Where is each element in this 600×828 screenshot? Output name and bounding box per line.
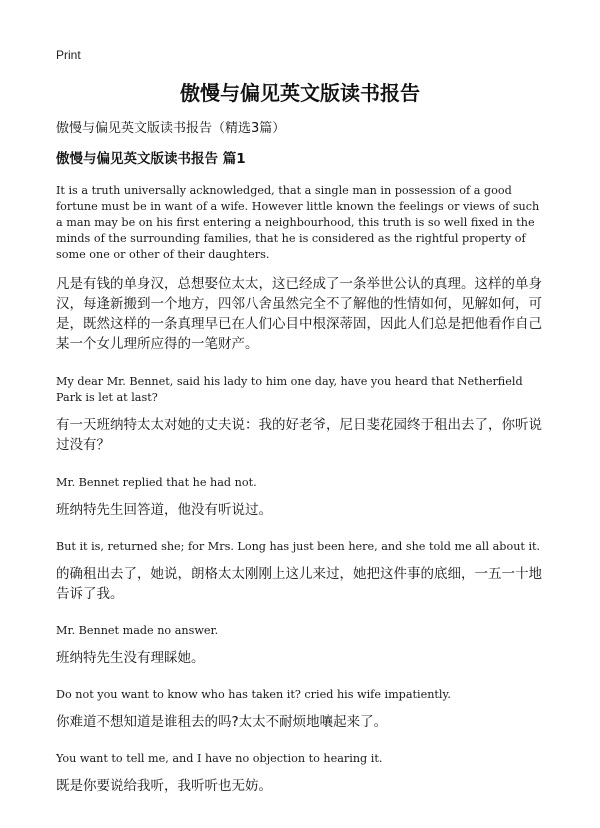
paragraph-en-5: Mr. Bennet made no answer. [56,624,219,637]
paragraph-en-2: My dear Mr. Bennet, said his lady to him one day, have you heard that Netherfield Park is let at last? [56,375,523,404]
paragraph-zh-1: 凡是有钱的单身汉，总想娶位太太，这已经成了一条举世公认的真理。这样的单身汉，每逢新搬到一个地方，四邻八舍虽然完全不了解他的性情如何，见解如何，可是，既然这样的一条真理早已在人们心目中根深蒂固，因此人们总是把他看作自己某一个女儿理所应得的一笔财产。 [56,276,542,352]
paragraph-en-7: You want to tell me, and I have no objection to hearing it. [56,752,383,765]
document-subtitle: 傲慢与偏见英文版读书报告（精选3篇） [56,121,286,136]
paragraph-zh-6: 你难道不想知道是谁租去的吗?太太不耐烦地嚷起来了。 [56,714,388,730]
paragraph-en-6: Do not you want to know who has taken it? cried his wife impatiently. [56,688,451,701]
section-heading: 傲慢与偏见英文版读书报告 篇1 [56,151,246,167]
paragraph-zh-4: 的确租出去了，她说，朗格太太刚刚上这儿来过，她把这件事的底细，一五一十地告诉了我。 [56,566,542,602]
paragraph-en-1: It is a truth universally acknowledged, that a single man in possession of a good fortune must be in want of a wife. However little known the feelings or views of such a man may be on his first entering a neighbourhood, this truth is so well fixed in the minds of the surrounding families, that he is considered as the rightful property of some one or other of their daughters. [56,184,540,261]
page-title: 傲慢与偏见英文版读书报告 [180,81,420,105]
print-link[interactable]: Print [56,48,81,62]
paragraph-en-4: But it is, returned she; for Mrs. Long has just been here, and she told me all about it. [56,540,541,553]
paragraph-zh-7: 既是你要说给我听，我听听也无妨。 [56,778,272,794]
paragraph-zh-5: 班纳特先生没有理睬她。 [56,650,205,666]
article-body [56,183,542,796]
paragraph-zh-2: 有一天班纳特太太对她的丈夫说：我的好老爷，尼日斐花园终于租出去了，你听说过没有？ [56,417,542,453]
paragraph-en-3: Mr. Bennet replied that he had not. [56,476,257,489]
paragraph-zh-3: 班纳特先生回答道，他没有听说过。 [56,502,272,518]
